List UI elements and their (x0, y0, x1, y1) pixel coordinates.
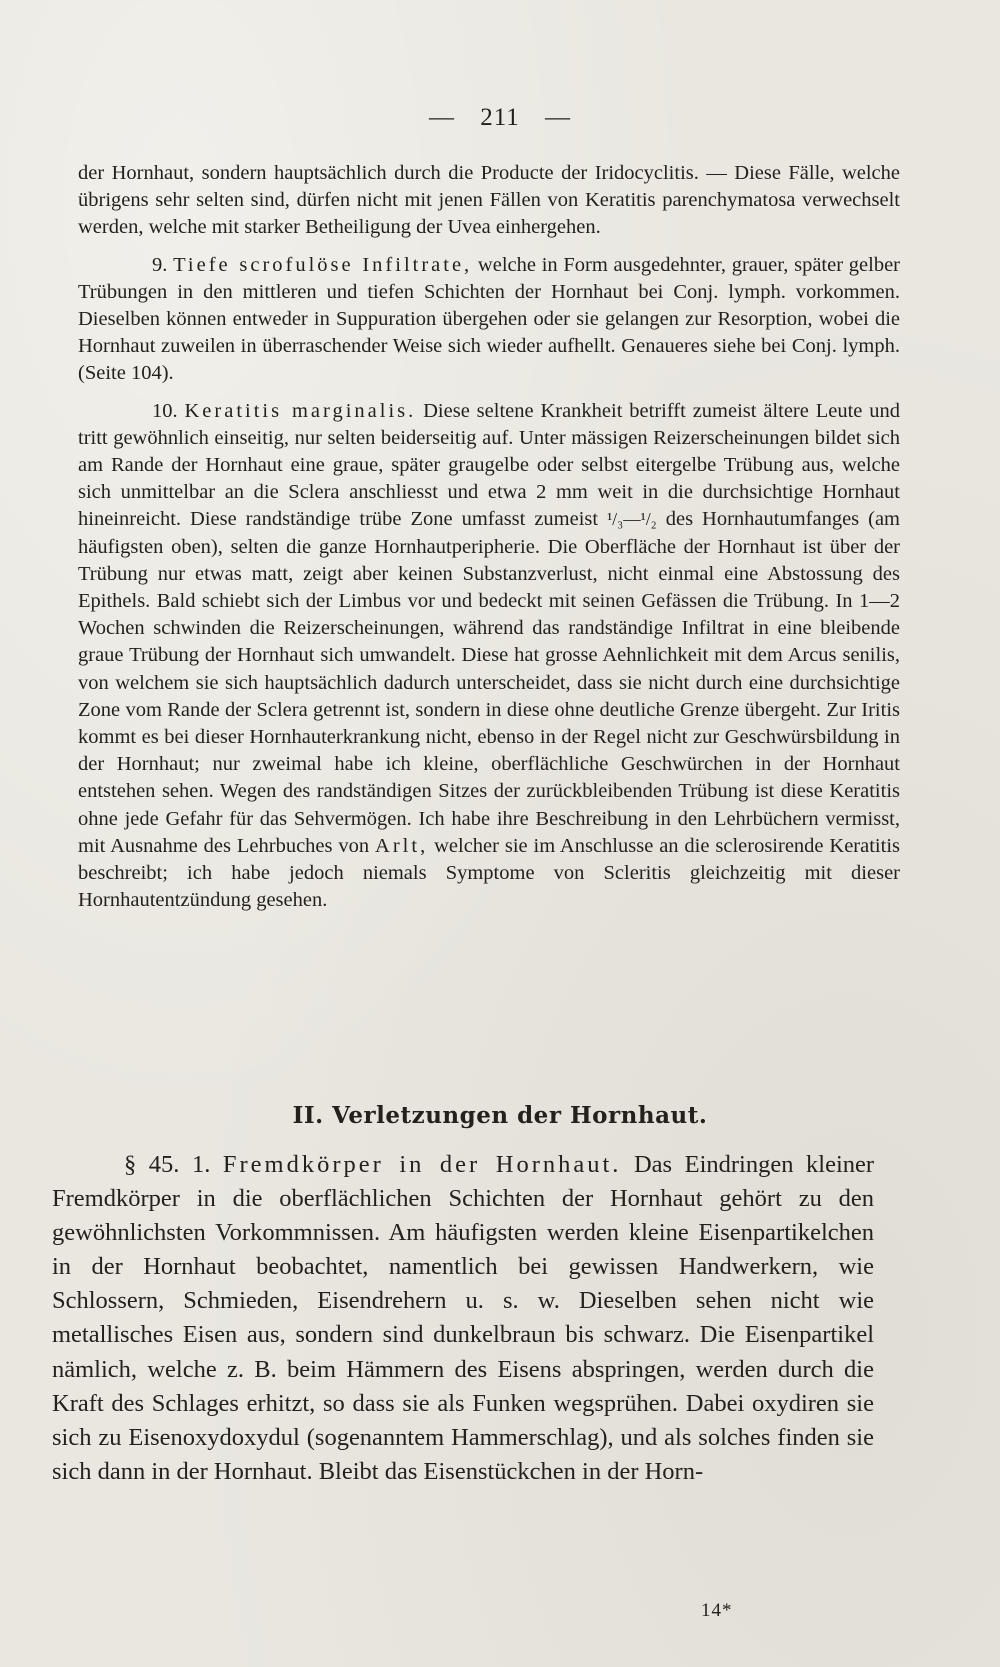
item-term: Keratitis marginalis. (184, 399, 417, 422)
item-text: Diese seltene Krankheit betrifft zumeist ältere Leute und tritt gewöhnlich einseitig, nur selten beiderseitig auf. Unter mässigen Reizerscheinungen bildet sich am Rande der Hornhaut eine graue, später graugelbe oder selbst eitergelbe Trübung aus, welche sich unmittelbar an die Sclera anschliesst und etwa 2 mm weit in die durchsichtige Hornhaut hineinreicht. Diese randständige trübe Zone umfasst zumeist (78, 399, 900, 531)
page-number: 211 (480, 104, 520, 131)
item-term: Fremdkörper in der Hornhaut. (222, 1151, 622, 1178)
page-number-right-dash: — (545, 104, 572, 131)
item-number: 9. (152, 253, 168, 276)
item-number: 1. (191, 1151, 211, 1178)
section-mark: § 45. (124, 1151, 180, 1178)
author-name: Arlt, (375, 834, 429, 857)
small-print-section (78, 160, 900, 914)
paragraph-iridocyclitis-continuation: der Hornhaut, sondern hauptsächlich durch die Producte der Iridocyclitis. — Diese Fälle, welche übrigens sehr selten sind, dürfen nicht mit jenen Fällen von Keratitis parenchymatosa verwechselt werden, welche mit starker Betheiligung der Uvea einhergehen. (78, 162, 900, 239)
section-heading: II. Verletzungen der Hornhaut. (292, 1102, 708, 1129)
paragraph-fremdkoerper (52, 1148, 874, 1489)
paragraph-tiefe-scrofuloese-infiltrate (78, 252, 900, 388)
item-term: Tiefe scrofulöse Infiltrate, (173, 253, 473, 276)
main-text-section (52, 1148, 874, 1489)
page-number-header (0, 104, 1000, 132)
item-text: welcher sie im Anschlusse an die sclerosirende Keratitis beschreibt; ich habe jedoch niemals Symptome von Scleritis gleichzeitig mit dieser Hornhautentzündung gesehen. (78, 834, 900, 912)
signature-mark: 14* (701, 1600, 733, 1621)
fraction: ¹/₃—¹/₂ (607, 509, 657, 530)
page-number-left-dash: — (428, 104, 455, 131)
item-text: Das Eindringen kleiner Fremdkörper in die oberflächlichen Schichten der Hornhaut gehört zu den gewöhnlichsten Vorkommnissen. Am häufigsten werden kleine Eisenpartikelchen in der Hornhaut beobachtet, namentlich bei gewissen Handwerkern, wie Schlossern, Schmieden, Eisendrehern u. s. w. Dieselben sehen nicht wie metallisches Eisen aus, sondern sind dunkelbraun bis schwarz. Die Eisenpartikel nämlich, welche z. B. beim Hämmern des Eisens abspringen, werden durch die Kraft des Schlages erhitzt, so dass sie als Funken wegsprühen. Dabei oxydiren sie sich zu Eisenoxydoxydul (sogenanntem Hammerschlag), und als solches finden sie sich dann in der Hornhaut. Bleibt das Eisenstückchen in der Horn- (52, 1151, 875, 1485)
item-number: 10. (152, 399, 178, 422)
paragraph-keratitis-marginalis (78, 398, 900, 915)
item-text: des Hornhautumfanges (am häufigsten oben), selten die ganze Hornhautperipherie. Die Oberfläche der Hornhaut ist über der Trübung nur etwas matt, zeigt aber keinen Substanzverlust, nicht einmal eine Abstossung des Epithels. Bald schiebt sich der Limbus vor und bedeckt mit seinen Gefässen die Trübung. In 1—2 Wochen schwinden die Reizerscheinungen, während das randständige Infiltrat in eine bleibende graue Trübung der Hornhaut sich umwandelt. Diese hat grosse Aehnlichkeit mit dem Arcus senilis, von welchem sie sich hauptsächlich dadurch unterscheidet, dass sie nicht durch eine durchsichtige Zone vom Rande der Sclera getrennt ist, sondern in diese ohne deutliche Grenze übergeht. Zur Iritis kommt es bei dieser Hornhauterkrankung nicht, ebenso in der Regel nicht zur Geschwürsbildung in der Hornhaut; nur zweimal habe ich kleine, oberflächliche Geschwürchen in der Hornhaut entstehen sehen. Wegen des randständigen Sitzes der zurückbleibenden Trübung ist diese Keratitis ohne jede Gefahr für das Sehvermögen. Ich habe ihre Beschreibung in den Lehrbüchern vermisst, mit Ausnahme des Lehrbuches von (78, 508, 900, 857)
item-text: welche in Form ausgedehnter, grauer, später gelber Trübungen in den mittleren und tiefen Schichten der Hornhaut bei Conj. lymph. vorkommen. Dieselben können entweder in Suppuration übergehen oder sie gelangen zur Resorption, wobei die Hornhaut zuweilen in überraschender Weise sich wieder aufhellt. Genaueres siehe bei Conj. lymph. (Seite 104). (78, 253, 900, 385)
